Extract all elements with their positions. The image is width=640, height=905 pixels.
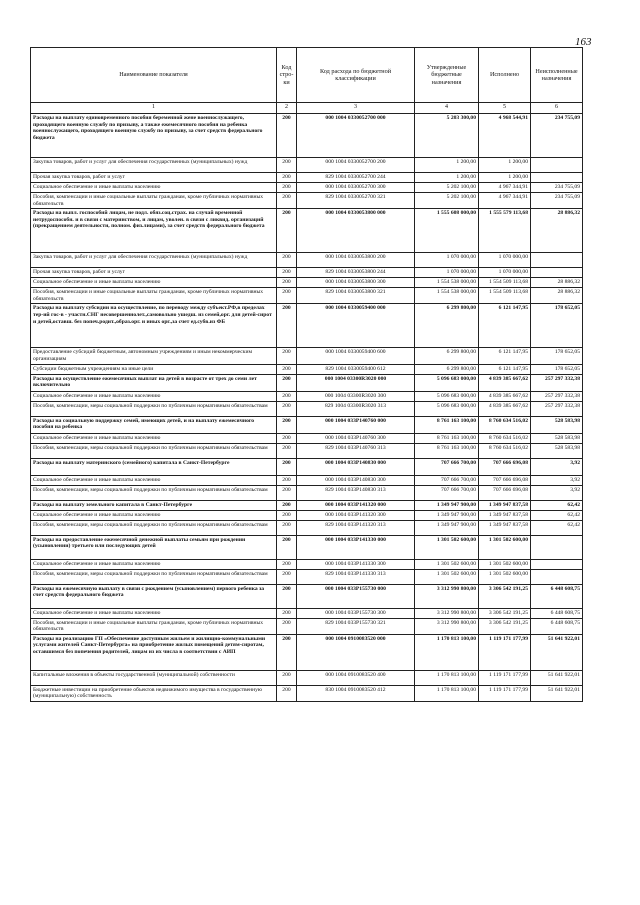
line-code-cell: 200 [277,416,297,433]
expense-code-cell: 000 1004 0330053800 000 [297,209,415,253]
expense-code-cell: 829 1004 033P155730 321 [297,618,415,634]
approved-amount-cell: 1 349 947 900,00 [415,500,479,510]
approved-amount-cell: 707 666 700,00 [415,475,479,485]
unexecuted-amount-cell: 528 583,98 [531,443,583,458]
approved-amount-cell: 1 554 538 000,00 [415,288,479,304]
table-row [31,288,583,304]
column-index: 3 [297,103,415,114]
line-code-cell: 200 [277,364,297,374]
executed-amount-cell: 1 070 000,00 [479,253,531,268]
indicator-name-cell: Субсидии бюджетным учреждениям на иные цели [31,364,277,374]
executed-amount-cell: 1 301 502 600,00 [479,535,531,559]
approved-amount-cell: 3 312 990 800,00 [415,618,479,634]
approved-amount-cell: 1 349 947 900,00 [415,520,479,535]
line-code-cell: 200 [277,618,297,634]
column-index-row [31,103,583,114]
unexecuted-amount-cell: 62,42 [531,510,583,520]
unexecuted-amount-cell: 28 886,32 [531,288,583,304]
unexecuted-amount-cell [531,535,583,559]
table-body [31,114,583,702]
table-row [31,401,583,416]
executed-amount-cell: 1 301 502 600,00 [479,559,531,569]
expense-code-cell: 000 1004 033P140830 300 [297,475,415,485]
executed-amount-cell: 6 121 147,95 [479,304,531,348]
line-code-cell: 200 [277,209,297,253]
unexecuted-amount-cell: 62,42 [531,520,583,535]
line-code-cell: 200 [277,268,297,278]
executed-amount-cell: 8 760 634 516,02 [479,443,531,458]
line-code-cell: 200 [277,520,297,535]
table-row [31,510,583,520]
approved-amount-cell: 1 554 538 000,00 [415,278,479,288]
approved-amount-cell: 1 555 608 000,00 [415,209,479,253]
line-code-cell: 200 [277,114,297,158]
indicator-name-cell: Пособия, компенсации, меры социальной поддержки по публичным нормативным обязательствам [31,485,277,500]
expense-code-cell: 829 1004 033P140760 313 [297,443,415,458]
executed-amount-cell: 4 968 544,91 [479,114,531,158]
unexecuted-amount-cell: 51 641 922,01 [531,685,583,701]
indicator-name-cell: Расходы на реализацию ГП «Обеспечение доступным жильем и жилищно-коммунальными услугами жителей Санкт-Петербурга» на приобретение жилых помещений детям-сиротам, оставшимся без попечения родителей, лицам из их числа в соответствии с АИП [31,634,277,670]
table-row [31,183,583,193]
unexecuted-amount-cell: 3,92 [531,475,583,485]
line-code-cell: 200 [277,288,297,304]
unexecuted-amount-cell: 234 755,09 [531,183,583,193]
approved-amount-cell: 8 761 163 100,00 [415,433,479,443]
executed-amount-cell: 707 666 696,08 [479,458,531,475]
approved-amount-cell: 1 301 502 600,00 [415,559,479,569]
line-code-cell: 200 [277,348,297,364]
expense-code-cell: 000 1004 0330053800 300 [297,278,415,288]
executed-amount-cell: 1 349 947 837,58 [479,510,531,520]
expense-code-cell: 000 1004 0330059400 600 [297,348,415,364]
executed-amount-cell: 1 119 171 177,99 [479,634,531,670]
line-code-cell: 200 [277,158,297,173]
table-row [31,416,583,433]
table-row [31,485,583,500]
unexecuted-amount-cell: 51 641 922,01 [531,670,583,685]
table-row [31,559,583,569]
line-code-cell: 200 [277,535,297,559]
line-code-cell: 200 [277,374,297,391]
line-code-cell: 200 [277,433,297,443]
approved-amount-cell: 1 349 947 900,00 [415,510,479,520]
unexecuted-amount-cell: 178 652,05 [531,304,583,348]
indicator-name-cell: Социальное обеспечение и иные выплаты населению [31,391,277,401]
indicator-name-cell: Социальное обеспечение и иные выплаты населению [31,433,277,443]
approved-amount-cell: 1 070 000,00 [415,253,479,268]
executed-amount-cell: 707 666 696,08 [479,485,531,500]
expense-code-cell: 000 1004 0910083520 000 [297,634,415,670]
indicator-name-cell: Расходы на предоставление ежемесячной денежной выплаты семьям при рождении (усыновлении) третьего или последующих детей [31,535,277,559]
approved-amount-cell: 8 761 163 100,00 [415,443,479,458]
approved-amount-cell: 1 170 813 100,00 [415,670,479,685]
line-code-cell: 200 [277,193,297,209]
expense-code-cell: 000 1004 0330052700 200 [297,158,415,173]
expense-code-cell: 000 1004 03300R3020 300 [297,391,415,401]
table-row [31,158,583,173]
header-line-code: Код стро-ки [277,48,297,103]
unexecuted-amount-cell [531,253,583,268]
line-code-cell: 200 [277,485,297,500]
expense-code-cell: 000 1004 0330059400 000 [297,304,415,348]
table-row [31,374,583,391]
line-code-cell: 200 [277,559,297,569]
unexecuted-amount-cell: 257 297 332,38 [531,374,583,391]
line-code-cell: 200 [277,173,297,183]
indicator-name-cell: Социальное обеспечение и иные выплаты населению [31,183,277,193]
expense-code-cell: 000 1004 033P141320 000 [297,500,415,510]
table-row [31,253,583,268]
approved-amount-cell: 5 202 100,00 [415,183,479,193]
indicator-name-cell: Капитальные вложения в объекты государственной (муниципальной) собственности [31,670,277,685]
executed-amount-cell: 1 554 509 113,68 [479,278,531,288]
unexecuted-amount-cell: 257 297 332,38 [531,391,583,401]
executed-amount-cell: 1 301 502 600,00 [479,569,531,584]
table-row [31,348,583,364]
page-number: 163 [575,36,592,48]
executed-amount-cell: 4 967 344,91 [479,193,531,209]
expense-code-cell: 000 1004 033P140760 000 [297,416,415,433]
table-row [31,569,583,584]
expense-code-cell: 000 1004 033P141330 300 [297,559,415,569]
table-row [31,304,583,348]
unexecuted-amount-cell: 3,92 [531,485,583,500]
line-code-cell: 200 [277,304,297,348]
unexecuted-amount-cell: 6 448 608,75 [531,608,583,618]
indicator-name-cell: Расходы на выплату материнского (семейного) капитала в Санкт-Петербурге [31,458,277,475]
approved-amount-cell: 707 666 700,00 [415,458,479,475]
line-code-cell: 200 [277,475,297,485]
table-row [31,114,583,158]
expense-code-cell: 829 1004 03300R3020 313 [297,401,415,416]
line-code-cell: 200 [277,253,297,268]
indicator-name-cell: Бюджетные инвестиции на приобретение объектов недвижимого имущества в государственную (муниципальную) собственность [31,685,277,701]
approved-amount-cell: 6 299 800,00 [415,348,479,364]
approved-amount-cell: 5 096 683 000,00 [415,401,479,416]
approved-amount-cell: 8 761 163 100,00 [415,416,479,433]
expense-code-cell: 000 1004 033P141330 000 [297,535,415,559]
approved-amount-cell: 1 170 813 100,00 [415,634,479,670]
table-row [31,268,583,278]
unexecuted-amount-cell: 3,92 [531,458,583,475]
unexecuted-amount-cell: 62,42 [531,500,583,510]
executed-amount-cell: 4 967 344,91 [479,183,531,193]
line-code-cell: 200 [277,183,297,193]
indicator-name-cell: Пособия, компенсации и иные социальные выплаты гражданам, кроме публичных нормативных обязательств [31,288,277,304]
indicator-name-cell: Пособия, компенсации, меры социальной поддержки по публичным нормативным обязательствам [31,569,277,584]
column-index: 1 [31,103,277,114]
indicator-name-cell: Расходы на выплату земельного капитала в Санкт-Петербурге [31,500,277,510]
approved-amount-cell: 707 666 700,00 [415,485,479,500]
expense-code-cell: 000 1004 033P140830 000 [297,458,415,475]
unexecuted-amount-cell: 28 886,32 [531,278,583,288]
line-code-cell: 200 [277,391,297,401]
unexecuted-amount-cell [531,173,583,183]
expense-code-cell: 829 1004 0330052700 244 [297,173,415,183]
expense-code-cell: 000 1004 033P141320 300 [297,510,415,520]
executed-amount-cell: 4 839 385 667,62 [479,391,531,401]
expense-code-cell: 829 1004 033P141320 313 [297,520,415,535]
unexecuted-amount-cell: 28 886,32 [531,209,583,253]
executed-amount-cell: 3 306 542 191,25 [479,608,531,618]
table-header-row [31,48,583,103]
unexecuted-amount-cell: 51 641 922,01 [531,634,583,670]
expense-code-cell: 000 1004 0330052700 000 [297,114,415,158]
executed-amount-cell: 1 200,00 [479,158,531,173]
unexecuted-amount-cell [531,158,583,173]
expense-code-cell: 829 1004 033P140830 313 [297,485,415,500]
indicator-name-cell: Расходы на ежемесячную выплату в связи с рождением (усыновлением) первого ребенка за счет средств федерального бюджета [31,584,277,608]
executed-amount-cell: 3 306 542 191,25 [479,584,531,608]
unexecuted-amount-cell: 528 583,98 [531,416,583,433]
indicator-name-cell: Социальное обеспечение и иные выплаты населению [31,559,277,569]
expense-code-cell: 000 1004 033P155730 000 [297,584,415,608]
approved-amount-cell: 6 299 800,00 [415,364,479,374]
indicator-name-cell: Расходы на осуществление ежемесячных выплат на детей в возрасте от трех до семи лет включительно [31,374,277,391]
indicator-name-cell: Пособия, компенсации, меры социальной поддержки по публичным нормативным обязательствам [31,443,277,458]
executed-amount-cell: 1 200,00 [479,173,531,183]
executed-amount-cell: 8 760 634 516,02 [479,416,531,433]
line-code-cell: 200 [277,569,297,584]
executed-amount-cell: 1 554 509 113,68 [479,288,531,304]
header-executed: Исполнено [479,48,531,103]
indicator-name-cell: Социальное обеспечение и иные выплаты населению [31,510,277,520]
executed-amount-cell: 6 121 147,95 [479,348,531,364]
indicator-name-cell: Расходы на социальную поддержку семей, имеющих детей, и на выплату ежемесячного пособия на ребенка [31,416,277,433]
table-row [31,475,583,485]
line-code-cell: 200 [277,510,297,520]
approved-amount-cell: 1 200,00 [415,158,479,173]
approved-amount-cell: 3 312 990 800,00 [415,584,479,608]
approved-amount-cell: 3 312 990 800,00 [415,608,479,618]
table-row [31,458,583,475]
unexecuted-amount-cell: 234 755,09 [531,193,583,209]
table-row [31,443,583,458]
table-row [31,618,583,634]
indicator-name-cell: Прочая закупка товаров, работ и услуг [31,173,277,183]
approved-amount-cell: 6 299 800,00 [415,304,479,348]
executed-amount-cell: 1 119 171 177,99 [479,670,531,685]
unexecuted-amount-cell: 6 448 608,75 [531,618,583,634]
executed-amount-cell: 1 349 947 837,58 [479,500,531,510]
unexecuted-amount-cell: 234 755,09 [531,114,583,158]
header-indicator-name: Наименование показателя [31,48,277,103]
expense-code-cell: 830 1004 0910083520 412 [297,685,415,701]
indicator-name-cell: Прочая закупка товаров, работ и услуг [31,268,277,278]
line-code-cell: 200 [277,608,297,618]
table-row [31,209,583,253]
table-row [31,520,583,535]
indicator-name-cell: Предоставление субсидий бюджетным, автономным учреждениям и иным некоммерческим организациям [31,348,277,364]
budget-execution-table [30,47,583,702]
indicator-name-cell: Расходы на выплату субсидии на осуществление, по переводу между субъект.РФ,в пределах тер-ий гос-в - участн.СНГ несовершеннолет.,самовольно ушедш. из семей,орг. для детей-сирот и детей,оставш. без попеч.родит.,образ.орг. и иных орг.,за счет ед.субв.из ФБ [31,304,277,348]
unexecuted-amount-cell: 178 652,05 [531,364,583,374]
executed-amount-cell: 707 666 696,08 [479,475,531,485]
executed-amount-cell: 4 839 385 667,62 [479,401,531,416]
unexecuted-amount-cell: 257 297 332,38 [531,401,583,416]
line-code-cell: 200 [277,443,297,458]
executed-amount-cell: 1 349 947 837,58 [479,520,531,535]
unexecuted-amount-cell: 178 652,05 [531,348,583,364]
indicator-name-cell: Расходы на выплату единовременного пособия беременной жене военнослужащего, проходящего военную службу по призыву, а также ежемесячного пособия на ребенка военнослужащего, проходящего военную службу по призыву, за счет средств федерального бюджета [31,114,277,158]
approved-amount-cell: 1 170 813 100,00 [415,685,479,701]
expense-code-cell: 829 1004 0330059400 612 [297,364,415,374]
expense-code-cell: 000 1004 0330052700 300 [297,183,415,193]
line-code-cell: 200 [277,401,297,416]
expense-code-cell: 829 1004 0330053800 321 [297,288,415,304]
approved-amount-cell: 5 203 300,00 [415,114,479,158]
indicator-name-cell: Пособия, компенсации и иные социальные выплаты гражданам, кроме публичных нормативных обязательств [31,193,277,209]
executed-amount-cell: 6 121 147,95 [479,364,531,374]
approved-amount-cell: 5 202 100,00 [415,193,479,209]
indicator-name-cell: Пособия, компенсации, меры социальной поддержки по публичным нормативным обязательствам [31,520,277,535]
unexecuted-amount-cell: 528 583,98 [531,433,583,443]
approved-amount-cell: 1 301 502 600,00 [415,569,479,584]
table-row [31,685,583,701]
approved-amount-cell: 5 096 683 000,00 [415,391,479,401]
column-index: 6 [531,103,583,114]
table-row [31,391,583,401]
indicator-name-cell: Социальное обеспечение и иные выплаты населению [31,278,277,288]
header-unexecuted: Неисполненные назначения [531,48,583,103]
line-code-cell: 200 [277,500,297,510]
indicator-name-cell: Социальное обеспечение и иные выплаты населению [31,608,277,618]
indicator-name-cell: Пособия, компенсации, меры социальной поддержки по публичным нормативным обязательствам [31,401,277,416]
table-row [31,608,583,618]
expense-code-cell: 829 1004 033P141330 313 [297,569,415,584]
unexecuted-amount-cell: 6 448 608,75 [531,584,583,608]
executed-amount-cell: 4 839 385 667,62 [479,374,531,391]
executed-amount-cell: 8 760 634 516,02 [479,433,531,443]
table-row [31,173,583,183]
expense-code-cell: 829 1004 0330053800 244 [297,268,415,278]
table-row [31,433,583,443]
column-index: 4 [415,103,479,114]
table-row [31,193,583,209]
line-code-cell: 200 [277,458,297,475]
executed-amount-cell: 1 119 171 177,99 [479,685,531,701]
line-code-cell: 200 [277,634,297,670]
expense-code-cell: 000 1004 033P140760 300 [297,433,415,443]
indicator-name-cell: Социальное обеспечение и иные выплаты населению [31,475,277,485]
unexecuted-amount-cell [531,569,583,584]
expense-code-cell: 000 1004 0330053800 200 [297,253,415,268]
table-row [31,634,583,670]
line-code-cell: 200 [277,584,297,608]
table-row [31,535,583,559]
column-index: 5 [479,103,531,114]
executed-amount-cell: 3 306 542 191,25 [479,618,531,634]
line-code-cell: 200 [277,278,297,288]
indicator-name-cell: Закупка товаров, работ и услуг для обеспечения государственных (муниципальных) нужд [31,158,277,173]
approved-amount-cell: 5 096 683 000,00 [415,374,479,391]
expense-code-cell: 000 1004 033P155730 300 [297,608,415,618]
header-expense-code: Код расхода по бюджетной классификации [297,48,415,103]
line-code-cell: 200 [277,670,297,685]
approved-amount-cell: 1 200,00 [415,173,479,183]
table-row [31,670,583,685]
expense-code-cell: 000 1004 03300R3020 000 [297,374,415,391]
table-row [31,278,583,288]
line-code-cell: 200 [277,685,297,701]
indicator-name-cell: Пособия, компенсации и иные социальные выплаты гражданам, кроме публичных нормативных обязательств [31,618,277,634]
table-row [31,500,583,510]
unexecuted-amount-cell [531,268,583,278]
indicator-name-cell: Расходы на выпл. госпособий лицам, не подл. обяз.соц.страх. на случай временной нетрудоспособн. и в связи с материнством, и лицам, уволен. в связи с ликвид. организаций (прекращением деятельности, полном. физ.лицами), за счет средств федерального бюджета [31,209,277,253]
approved-amount-cell: 1 070 000,00 [415,268,479,278]
indicator-name-cell: Закупка товаров, работ и услуг для обеспечения государственных (муниципальных) нужд [31,253,277,268]
executed-amount-cell: 1 070 000,00 [479,268,531,278]
executed-amount-cell: 1 555 579 113,68 [479,209,531,253]
column-index: 2 [277,103,297,114]
approved-amount-cell: 1 301 502 600,00 [415,535,479,559]
table-row [31,364,583,374]
expense-code-cell: 000 1004 0910083520 400 [297,670,415,685]
table-row [31,584,583,608]
expense-code-cell: 829 1004 0330052700 321 [297,193,415,209]
unexecuted-amount-cell [531,559,583,569]
header-approved: Утвержденные бюджетные назначения [415,48,479,103]
